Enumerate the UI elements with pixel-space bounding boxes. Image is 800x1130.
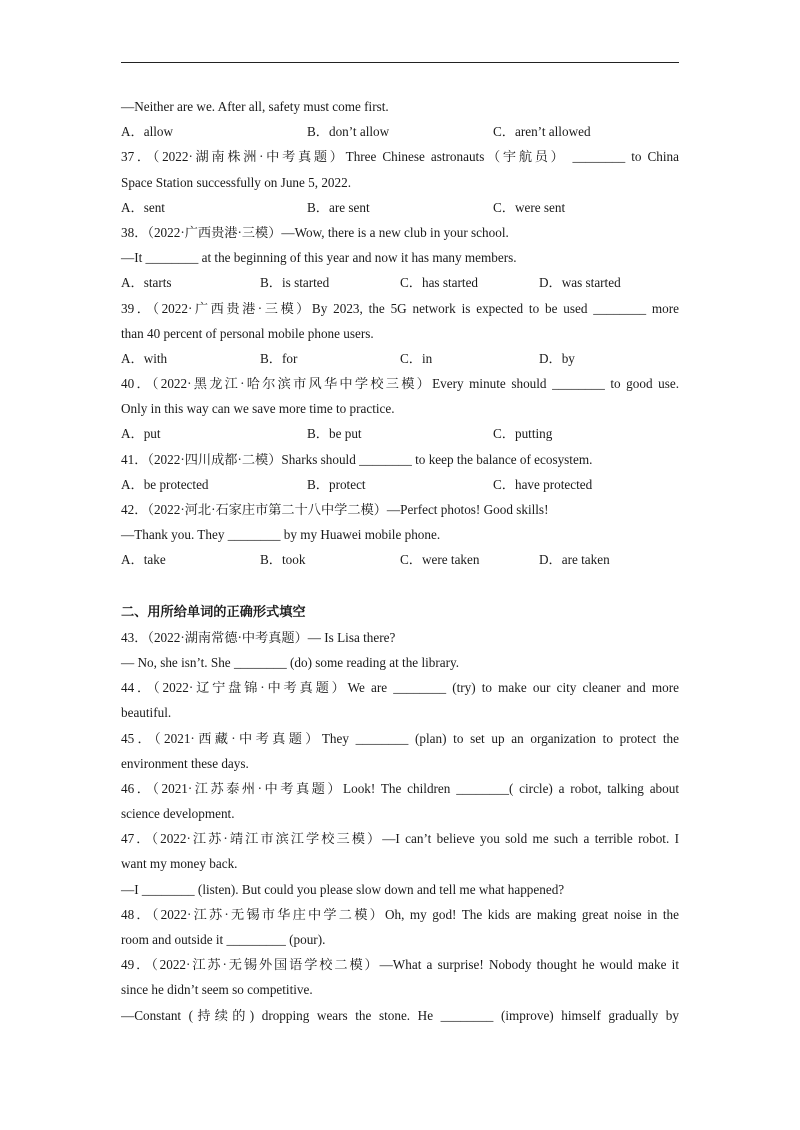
question-45-cont: environment these days. [121, 755, 249, 771]
options-row-q36 [121, 119, 679, 144]
options-row-q41 [121, 472, 679, 497]
question-48-cont: room and outside it _________ (pour). [121, 932, 326, 947]
option-a: A．allow [121, 124, 174, 140]
option-a: A．take [121, 552, 166, 568]
option-d: D．by [539, 350, 575, 366]
document-body [121, 94, 679, 1028]
options-row-q37 [121, 195, 679, 220]
question-46-cont: science development. [121, 806, 235, 822]
section-heading: 二、用所给单词的正确形式填空 [121, 604, 306, 620]
options-row-q40 [121, 421, 679, 446]
option-a: A．sent [121, 199, 165, 215]
question-38: 38．（2022·广西贵港·三模）—Wow, there is a new club in your school. [121, 224, 509, 240]
question-45: 45．（2021·西藏·中考真题）They ________ (plan) to set up an organization to protect the [121, 730, 679, 746]
option-b: B．be put [307, 426, 362, 442]
options-row-q39 [121, 346, 679, 371]
option-c: C．aren’t allowed [493, 124, 591, 140]
option-b: B．is started [260, 275, 330, 291]
option-b: B．protect [307, 476, 366, 492]
question-44-cont: beautiful. [121, 705, 172, 721]
question-43-cont: — No, she isn’t. She ________ (do) some reading at the library. [121, 654, 460, 670]
text-line: —Neither are we. After all, safety must come first. [121, 99, 389, 114]
question-40-cont: Only in this way can we save more time to practice. [121, 401, 395, 417]
option-b: B．for [260, 350, 298, 366]
option-c: C．have protected [493, 476, 593, 492]
question-39: 39．（2022·广西贵港·三模）By 2023, the 5G network is expected to be used ________ more [121, 300, 679, 316]
option-a: A．be protected [121, 476, 209, 492]
option-c: C．were taken [400, 552, 480, 568]
option-d: D．are taken [539, 552, 610, 568]
header-rule [121, 62, 679, 63]
option-c: C．in [400, 350, 433, 366]
option-c: C．has started [400, 275, 479, 291]
question-49-cont: since he didn’t seem so competitive. [121, 982, 313, 998]
question-44: 44．（2022·辽宁盘锦·中考真题）We are ________ (try) to make our city cleaner and more [121, 680, 679, 696]
option-a: A．with [121, 350, 168, 366]
question-42-cont: —Thank you. They ________ by my Huawei mobile phone. [121, 527, 441, 543]
question-40: 40．（2022·黑龙江·哈尔滨市风华中学校三模）Every minute should ________ to good use. [121, 376, 679, 392]
question-49-reply: —Constant (持续的) dropping wears the stone. He ________ (improve) himself gradually by [121, 1007, 679, 1023]
spacer [121, 573, 679, 600]
option-c: C．were sent [493, 199, 566, 215]
question-41: 41．（2022·四川成都·二模）Sharks should ________ to keep the balance of ecosystem. [121, 451, 593, 467]
option-b: B．took [260, 552, 306, 568]
question-43: 43．（2022·湖南常德·中考真题）— Is Lisa there? [121, 629, 396, 645]
question-49: 49．（2022·江苏·无锡外国语学校二模）—What a surprise! Nobody thought he would make it [121, 957, 679, 973]
options-row-q38 [121, 270, 679, 295]
question-37-cont: Space Station successfully on June 5, 2022. [121, 174, 352, 190]
question-47-cont: want my money back. [121, 856, 238, 872]
option-c: C．putting [493, 426, 553, 442]
option-d: D．was started [539, 275, 621, 291]
option-b: B．don’t allow [307, 124, 390, 140]
option-a: A．put [121, 426, 161, 442]
question-47-reply: —I ________ (listen). But could you please slow down and tell me what happened? [121, 881, 565, 897]
question-38-cont: —It ________ at the beginning of this year and now it has many members. [121, 250, 517, 266]
question-47: 47．（2022·江苏·靖江市滨江学校三模）—I can’t believe you sold me such a terrible robot. I [121, 831, 679, 847]
question-39-cont: than 40 percent of personal mobile phone users. [121, 325, 374, 341]
question-37: 37．（2022·湖南株洲·中考真题）Three Chinese astronauts（宇航员） ________ to China [121, 149, 679, 165]
option-b: B．are sent [307, 199, 370, 215]
question-46: 46．（2021·江苏泰州·中考真题）Look! The children ________( circle) a robot, talking about [121, 780, 679, 796]
options-row-q42 [121, 547, 679, 572]
question-48: 48．（2022·江苏·无锡市华庄中学二模）Oh, my god! The kids are making great noise in the [121, 906, 679, 922]
question-42: 42．（2022·河北·石家庄市第二十八中学二模）—Perfect photos! Good skills! [121, 502, 549, 517]
option-a: A．starts [121, 275, 172, 291]
